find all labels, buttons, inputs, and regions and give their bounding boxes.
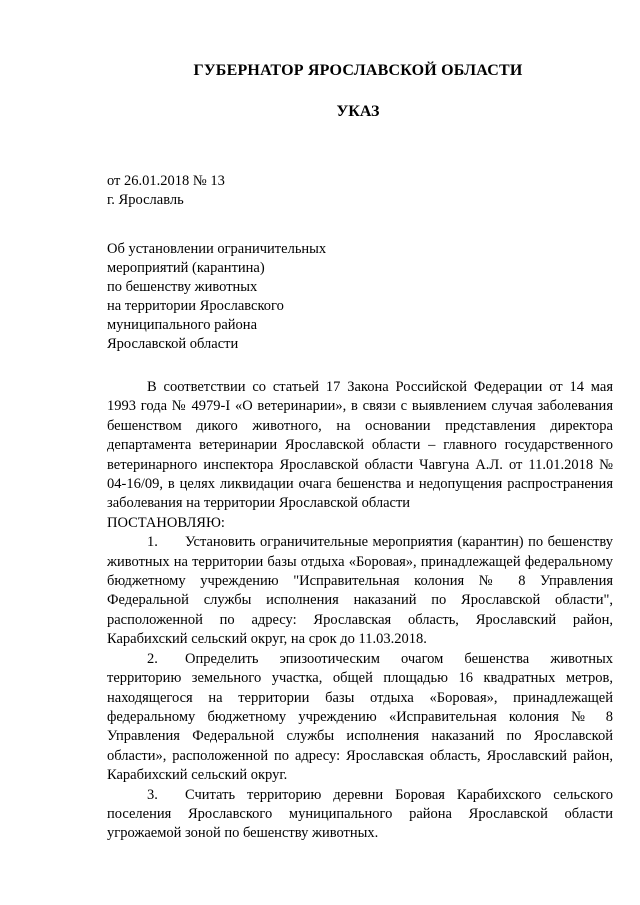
place-line: г. Ярославль (107, 192, 184, 208)
decree-item-1 (107, 533, 613, 649)
subject-line: на территории Ярославского (107, 298, 284, 314)
item-number: 2. (147, 650, 158, 667)
item-text: Считать территорию деревни Боровая Карабихского сельского поселения Ярославского муниципального района Ярославской области угрожаемой зоной по бешенству животных. (107, 786, 613, 842)
subject-line: Ярославской области (107, 336, 239, 352)
item-number: 1. (147, 534, 158, 551)
decree-item-2 (107, 650, 613, 786)
authority-heading (0, 62, 640, 80)
item-text: Установить ограничительные мероприятия (карантин) по бешенству животных на территории базы отдыха «Боровая», принадлежащей федеральному бюджетному учреждению "Исправительная колония № 8 Управления Федеральной службы исполнения наказаний по Ярославской области", расположенной по адресу: Ярославская область, Ярославский район, Карабихский сельский округ, на срок до 11.03.2018. (107, 534, 613, 648)
decree-word: ПОСТАНОВЛЯЮ: (107, 514, 225, 531)
document-meta (107, 172, 225, 210)
date-number-line: от 26.01.2018 № 13 (107, 173, 225, 189)
document-subject (107, 240, 326, 354)
document-type-heading (0, 103, 640, 121)
subject-line: муниципального района (107, 317, 257, 333)
preamble-paragraph: В соответствии со статьей 17 Закона Российской Федерации от 14 мая 1993 года № 4979-I «О ветеринарии», в связи с выявлением случая заболевания бешенством дикого животного, на основании представления директора департамента ветеринарии Ярославской области – главного государственного ветеринарного инспектора Ярославской области Чавгуна А.Л. от 11.01.2018 № 04-16/09, в целях ликвидации очага бешенства и недопущения распространения заболевания на территории Ярославской области (107, 379, 613, 512)
subject-line: Об установлении ограничительных (107, 241, 327, 257)
authority-heading-text: ГУБЕРНАТОР ЯРОСЛАВСКОЙ ОБЛАСТИ (193, 62, 523, 79)
item-number: 3. (147, 786, 158, 803)
decree-item-3 (107, 786, 613, 844)
item-text: Определить эпизоотическим очагом бешенства животных территорию земельного участка, общей площадью 16 квадратных метров, находящегося на территории базы отдыха «Боровая», принадлежащей федеральному бюджетному учреждению «Исправительная колония № 8 Управления Федеральной службы исполнения наказаний по Ярославской области», расположенной по адресу: Ярославская область, Ярославский район, Карабихский сельский округ. (107, 650, 613, 784)
subject-line: по бешенству животных (107, 279, 258, 295)
subject-line: мероприятий (карантина) (107, 260, 265, 276)
document-body (107, 378, 613, 844)
document-type-text: УКАЗ (336, 103, 380, 120)
